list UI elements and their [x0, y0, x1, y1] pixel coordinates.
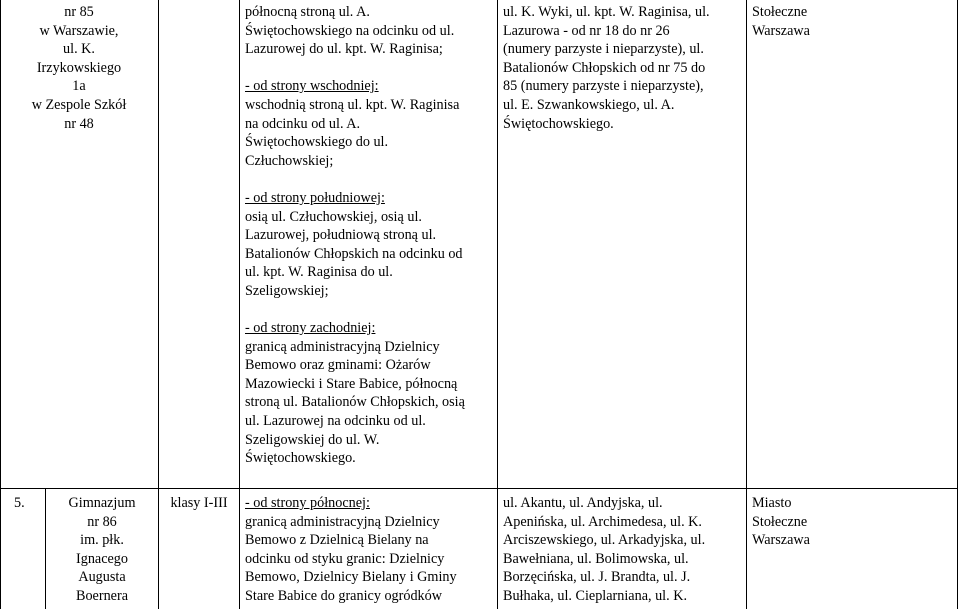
row2-classes-cell: [159, 494, 239, 513]
street-line: Borzęcińska, ul. J. Brandta, ul. J.: [503, 569, 691, 586]
school-line: Ignacego: [76, 550, 128, 567]
boundary-line: ul. Lazurowej na odcinku od ul.: [245, 413, 426, 430]
street-line: ul. E. Szwankowskiego, ul. A.: [503, 96, 675, 113]
boundary-heading-east: - od strony wschodniej:: [245, 78, 379, 95]
school-line: nr 48: [64, 115, 94, 132]
boundary-line: Szeligowskiej;: [245, 282, 329, 299]
row1-streets-cell: [503, 3, 745, 133]
street-line: Bułhaka, ul. Cieplarniana, ul. K.: [503, 587, 688, 604]
row-number: 5.: [14, 495, 25, 511]
boundary-heading-south: - od strony południowej:: [245, 189, 385, 206]
boundary-line: Lazurowej do ul. kpt. W. Raginisa;: [245, 41, 443, 58]
boundary-line: Mazowiecki i Stare Babice, północną: [245, 375, 458, 392]
municipality-line: Warszawa: [752, 22, 810, 39]
school-line: im. płk.: [80, 532, 124, 549]
school-line: 1a: [72, 78, 86, 95]
school-line: ul. K.: [63, 41, 95, 58]
municipality-line: Stołeczne: [752, 513, 808, 530]
boundary-line: osią ul. Człuchowskiej, osią ul.: [245, 208, 422, 225]
col-divider-streets: [746, 0, 747, 609]
school-line: w Zespole Szkół: [31, 96, 127, 113]
row1-boundary-cell: [245, 3, 495, 468]
school-line: Gimnazjum: [68, 495, 136, 511]
row-divider: [0, 488, 958, 489]
col-divider-boundaries: [497, 0, 498, 609]
street-line: Lazurowa - od nr 18 do nr 26: [503, 22, 670, 39]
row2-boundary-cell: [245, 494, 495, 606]
boundary-line: Szeligowskiej do ul. W.: [245, 431, 380, 448]
boundary-line: Człuchowskiej;: [245, 152, 334, 169]
street-line: Bawełniana, ul. Bolimowska, ul.: [503, 550, 689, 567]
row1-municipality-cell: [752, 3, 952, 40]
school-line: Irzykowskiego: [36, 59, 122, 76]
street-line: Świętochowskiego.: [503, 115, 614, 132]
table-border-right: [957, 0, 958, 609]
boundary-line: Bemowo, Dzielnicy Bielany i Gminy: [245, 569, 457, 586]
boundary-line: Świętochowskiego.: [245, 450, 356, 467]
boundary-line: stroną ul. Batalionów Chłopskich, osią: [245, 394, 465, 411]
municipality-line: Warszawa: [752, 532, 810, 549]
street-line: ul. Akantu, ul. Andyjska, ul.: [503, 495, 663, 511]
row2-school-cell: [46, 494, 158, 606]
municipality-line: Miasto: [752, 495, 792, 511]
boundary-heading-west: - od strony zachodniej:: [245, 320, 376, 337]
classes-label: klasy I-III: [170, 495, 228, 511]
street-line: ul. K. Wyki, ul. kpt. W. Raginisa, ul.: [503, 4, 710, 20]
row1-school-cell: [0, 3, 158, 133]
boundary-line: granicą administracyjną Dzielnicy: [245, 338, 440, 355]
boundary-line: Bemowo z Dzielnicą Bielany na: [245, 532, 429, 549]
col-divider-classes: [239, 0, 240, 609]
boundary-line: północną stroną ul. A.: [245, 4, 370, 20]
school-line: nr 85: [64, 4, 94, 20]
school-line: Augusta: [78, 569, 126, 586]
boundary-line: granicą administracyjną Dzielnicy: [245, 513, 440, 530]
col-divider-school: [158, 0, 159, 609]
boundary-line: Świętochowskiego na odcinku od ul.: [245, 22, 455, 39]
boundary-line: Lazurowej, południową stroną ul.: [245, 227, 437, 244]
boundary-line: odcinku od styku granic: Dzielnicy: [245, 550, 445, 567]
boundary-line: Bemowo oraz gminami: Ożarów: [245, 357, 431, 374]
boundary-line: na odcinku od ul. A.: [245, 115, 361, 132]
boundary-line: Stare Babice do granicy ogródków: [245, 587, 442, 604]
school-line: nr 86: [87, 513, 117, 530]
row2-streets-cell: [503, 494, 745, 606]
boundary-line: wschodnią stroną ul. kpt. W. Raginisa: [245, 96, 460, 113]
street-line: (numery parzyste i nieparzyste), ul.: [503, 41, 704, 58]
school-line: Boernera: [76, 587, 128, 604]
boundary-line: Batalionów Chłopskich na odcinku od: [245, 245, 463, 262]
boundary-line: Świętochowskiego do ul.: [245, 134, 389, 151]
street-line: Arciszewskiego, ul. Arkadyjska, ul.: [503, 532, 706, 549]
boundary-heading-north: - od strony północnej:: [245, 495, 370, 511]
school-line: w Warszawie,: [39, 22, 119, 39]
municipality-line: Stołeczne: [752, 4, 808, 20]
row2-municipality-cell: [752, 494, 952, 550]
boundary-line: ul. kpt. W. Raginisa do ul.: [245, 264, 393, 281]
street-line: 85 (numery parzyste i nieparzyste),: [503, 78, 704, 95]
row2-number-cell: [14, 494, 44, 513]
street-line: Batalionów Chłopskich od nr 75 do: [503, 59, 706, 76]
street-line: Apenińska, ul. Archimedesa, ul. K.: [503, 513, 702, 530]
